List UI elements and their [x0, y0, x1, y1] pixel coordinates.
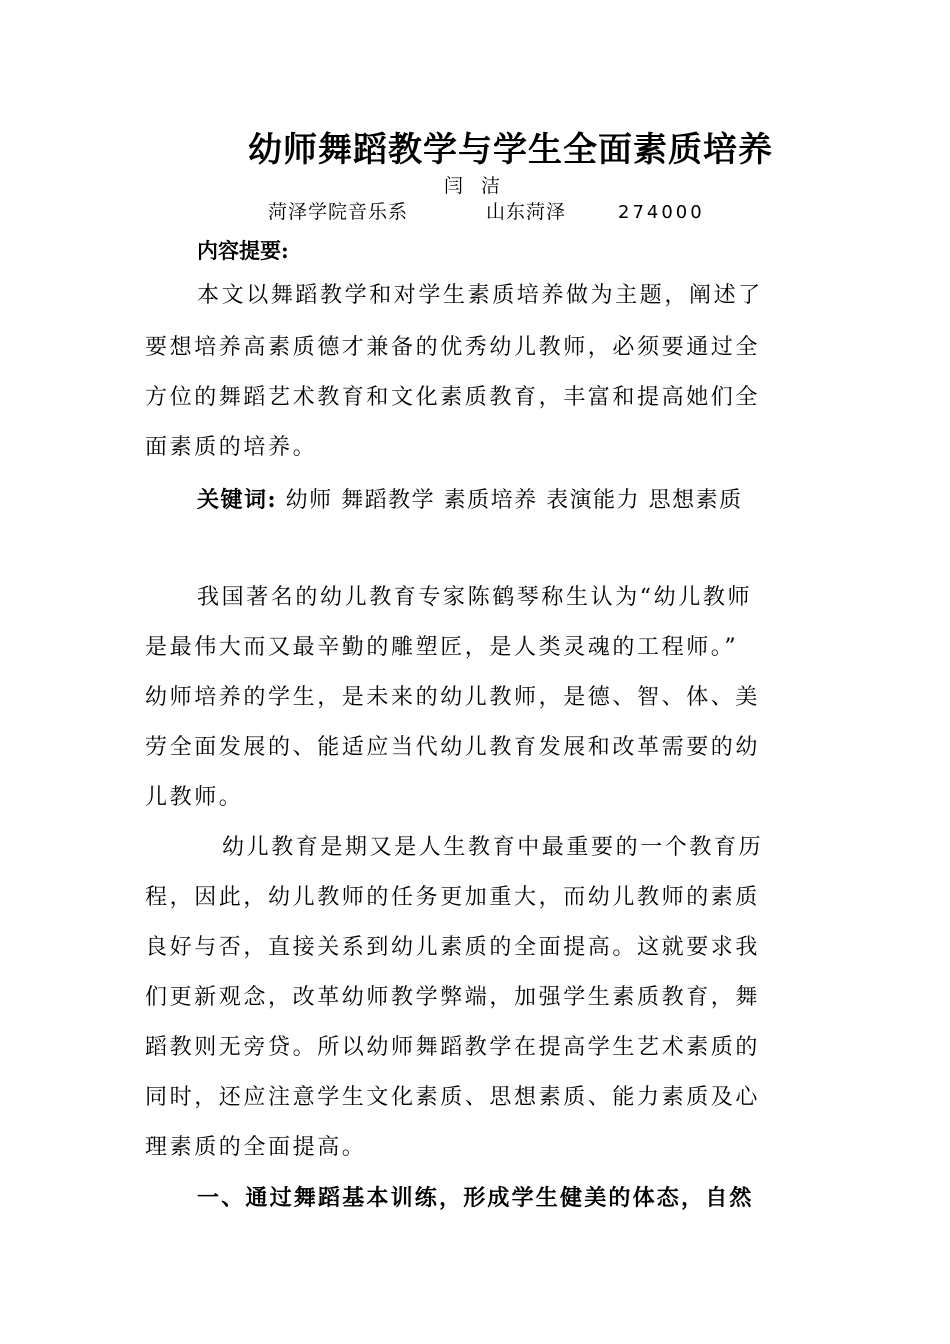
paragraph-line: 理素质的全面提高。	[145, 1135, 367, 1160]
paragraph-line: 同时，还应注意学生文化素质、思想素质、能力素质及心	[145, 1085, 761, 1110]
abstract-line: 面素质的培养。	[145, 435, 318, 460]
paragraph-line: 程，因此，幼儿教师的任务更加重大，而幼儿教师的素质	[145, 885, 761, 910]
keywords-text: 幼师 舞蹈教学 素质培养 表演能力 思想素质	[285, 488, 743, 513]
paragraph-line: 良好与否，直接关系到幼儿素质的全面提高。这就要求我	[145, 935, 761, 960]
keywords	[197, 485, 743, 516]
paragraph-line: 们更新观念，改革幼师教学弊端，加强学生素质教育，舞	[145, 985, 761, 1010]
affiliation-department: 菏泽学院音乐系	[268, 201, 409, 223]
paragraph-line: 幼师培养的学生，是未来的幼儿教师，是德、智、体、美	[145, 685, 761, 710]
abstract-line: 本文以舞蹈教学和对学生素质培养做为主题，阐述了	[197, 283, 763, 308]
abstract-heading: 内容提要:	[197, 238, 289, 263]
paragraph-line: 是最伟大而又最辛勤的雕塑匠，是人类灵魂的工程师。”	[145, 635, 739, 660]
paragraph-line: 劳全面发展的、能适应当代幼儿教育发展和改革需要的幼	[145, 735, 761, 760]
author-name: 闫 洁	[444, 175, 507, 197]
document-title: 幼师舞蹈教学与学生全面素质培养	[248, 130, 773, 170]
abstract-line: 方位的舞蹈艺术教育和文化素质教育，丰富和提高她们全	[145, 385, 761, 410]
keywords-label: 关键词:	[197, 487, 278, 513]
paragraph-line: 幼儿教育是期又是人生教育中最重要的一个教育历	[222, 835, 764, 860]
paragraph-line: 儿教师。	[145, 785, 244, 810]
paragraph-line: 蹈教则无旁贷。所以幼师舞蹈教学在提高学生艺术素质的	[145, 1035, 761, 1060]
section-heading: 一、通过舞蹈基本训练，形成学生健美的体态，自然	[197, 1185, 754, 1211]
abstract-line: 要想培养高素质德才兼备的优秀幼儿教师，必须要通过全	[145, 335, 761, 360]
affiliation	[268, 199, 705, 226]
affiliation-location: 山东菏泽	[486, 201, 567, 223]
paragraph-line: 我国著名的幼儿教育专家陈鹤琴称生认为“幼儿教师	[197, 585, 753, 610]
affiliation-postal-code: 274000	[618, 202, 705, 223]
